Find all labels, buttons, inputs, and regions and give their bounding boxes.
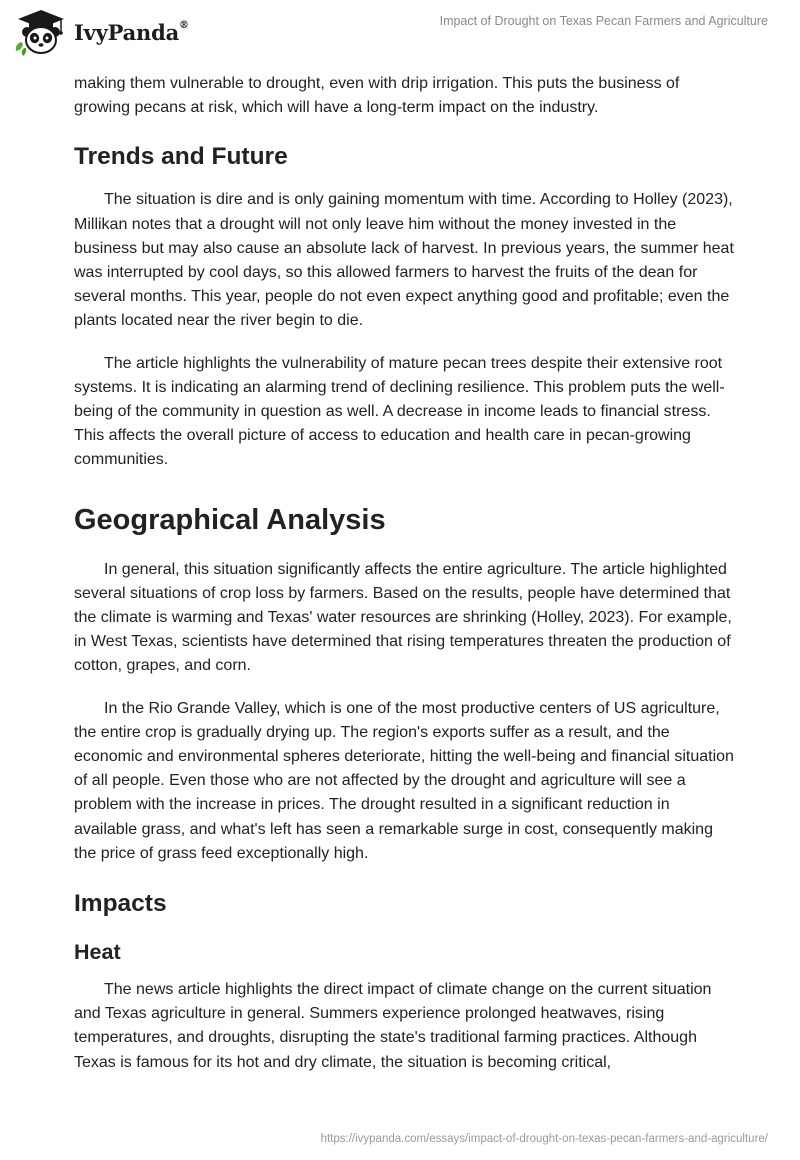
heading-impacts: Impacts xyxy=(74,890,167,918)
paragraph-geo-2: In the Rio Grande Valley, which is one of the most productive centers of US agriculture, the entire crop is gradually drying up. The region's exports suffer as a result, and the economic and environmental spheres deteriorate, hitting the well-being and financial situation of all people. Even those who are not affected by the drought and agriculture will see a problem with the increase in prices. The drought resulted in a significant reduction in available grass, and what's left has seen a remarkable surge in cost, consequently making the price of grass feed exceptionally high. xyxy=(74,699,734,862)
heading-geographical-analysis: Geographical Analysis xyxy=(74,503,386,536)
paragraph-trends-1: The situation is dire and is only gaining momentum with time. According to Holley (2023), Millikan notes that a drought will not only leave him without the money invested in the business but may also cause an absolute lack of harvest. In previous years, the summer heat was interrupted by cool days, so this allowed farmers to harvest the fruits of the dean for several months. This year, people do not even expect anything good and profitable; even the plants located near the river begin to die. xyxy=(74,191,734,330)
essay-body xyxy=(74,70,734,1075)
registered-mark: ® xyxy=(179,19,189,31)
paragraph-intro-continued: making them vulnerable to drought, even with drip irrigation. This puts the business of growing pecans at risk, which will have a long-term impact on the industry. xyxy=(74,75,680,117)
ivypanda-logo[interactable] xyxy=(14,8,189,56)
paragraph-heat: The news article highlights the direct impact of climate change on the current situation and Texas agriculture in general. Summers experience prolonged heatwaves, rising temperatures, and droughts, disrupting the state's traditional farming practices. Although Texas is famous for its hot and dry climate, the situation is becoming critical, xyxy=(74,981,712,1071)
page-header xyxy=(0,0,800,70)
heading-trends-and-future: Trends and Future xyxy=(74,143,288,171)
paragraph-trends-2: The article highlights the vulnerability of mature pecan trees despite their extensive root systems. It is indicating an alarming trend of declining resilience. This problem puts the well-being of the community in question as well. A decrease in income leads to financial stress. This affects the overall picture of access to education and health care in pecan-growing communities. xyxy=(74,354,725,469)
source-url-link[interactable]: https://ivypanda.com/essays/impact-of-drought-on-texas-pecan-farmers-and-agriculture/ xyxy=(320,1133,768,1145)
logo-wordmark xyxy=(74,20,189,45)
heading-heat: Heat xyxy=(74,940,121,965)
panda-graduate-icon xyxy=(14,8,68,56)
paragraph-geo-1: In general, this situation significantly affects the entire agriculture. The article highlighted several situations of crop loss by farmers. Based on the results, people have determined that the climate is warming and Texas' water resources are shrinking (Holley, 2023). For example, in West Texas, scientists have determined that rising temperatures threaten the production of cotton, grapes, and corn. xyxy=(74,560,732,675)
document-title: Impact of Drought on Texas Pecan Farmers and Agriculture xyxy=(439,14,768,28)
logo-name: IvyPanda xyxy=(74,19,180,45)
